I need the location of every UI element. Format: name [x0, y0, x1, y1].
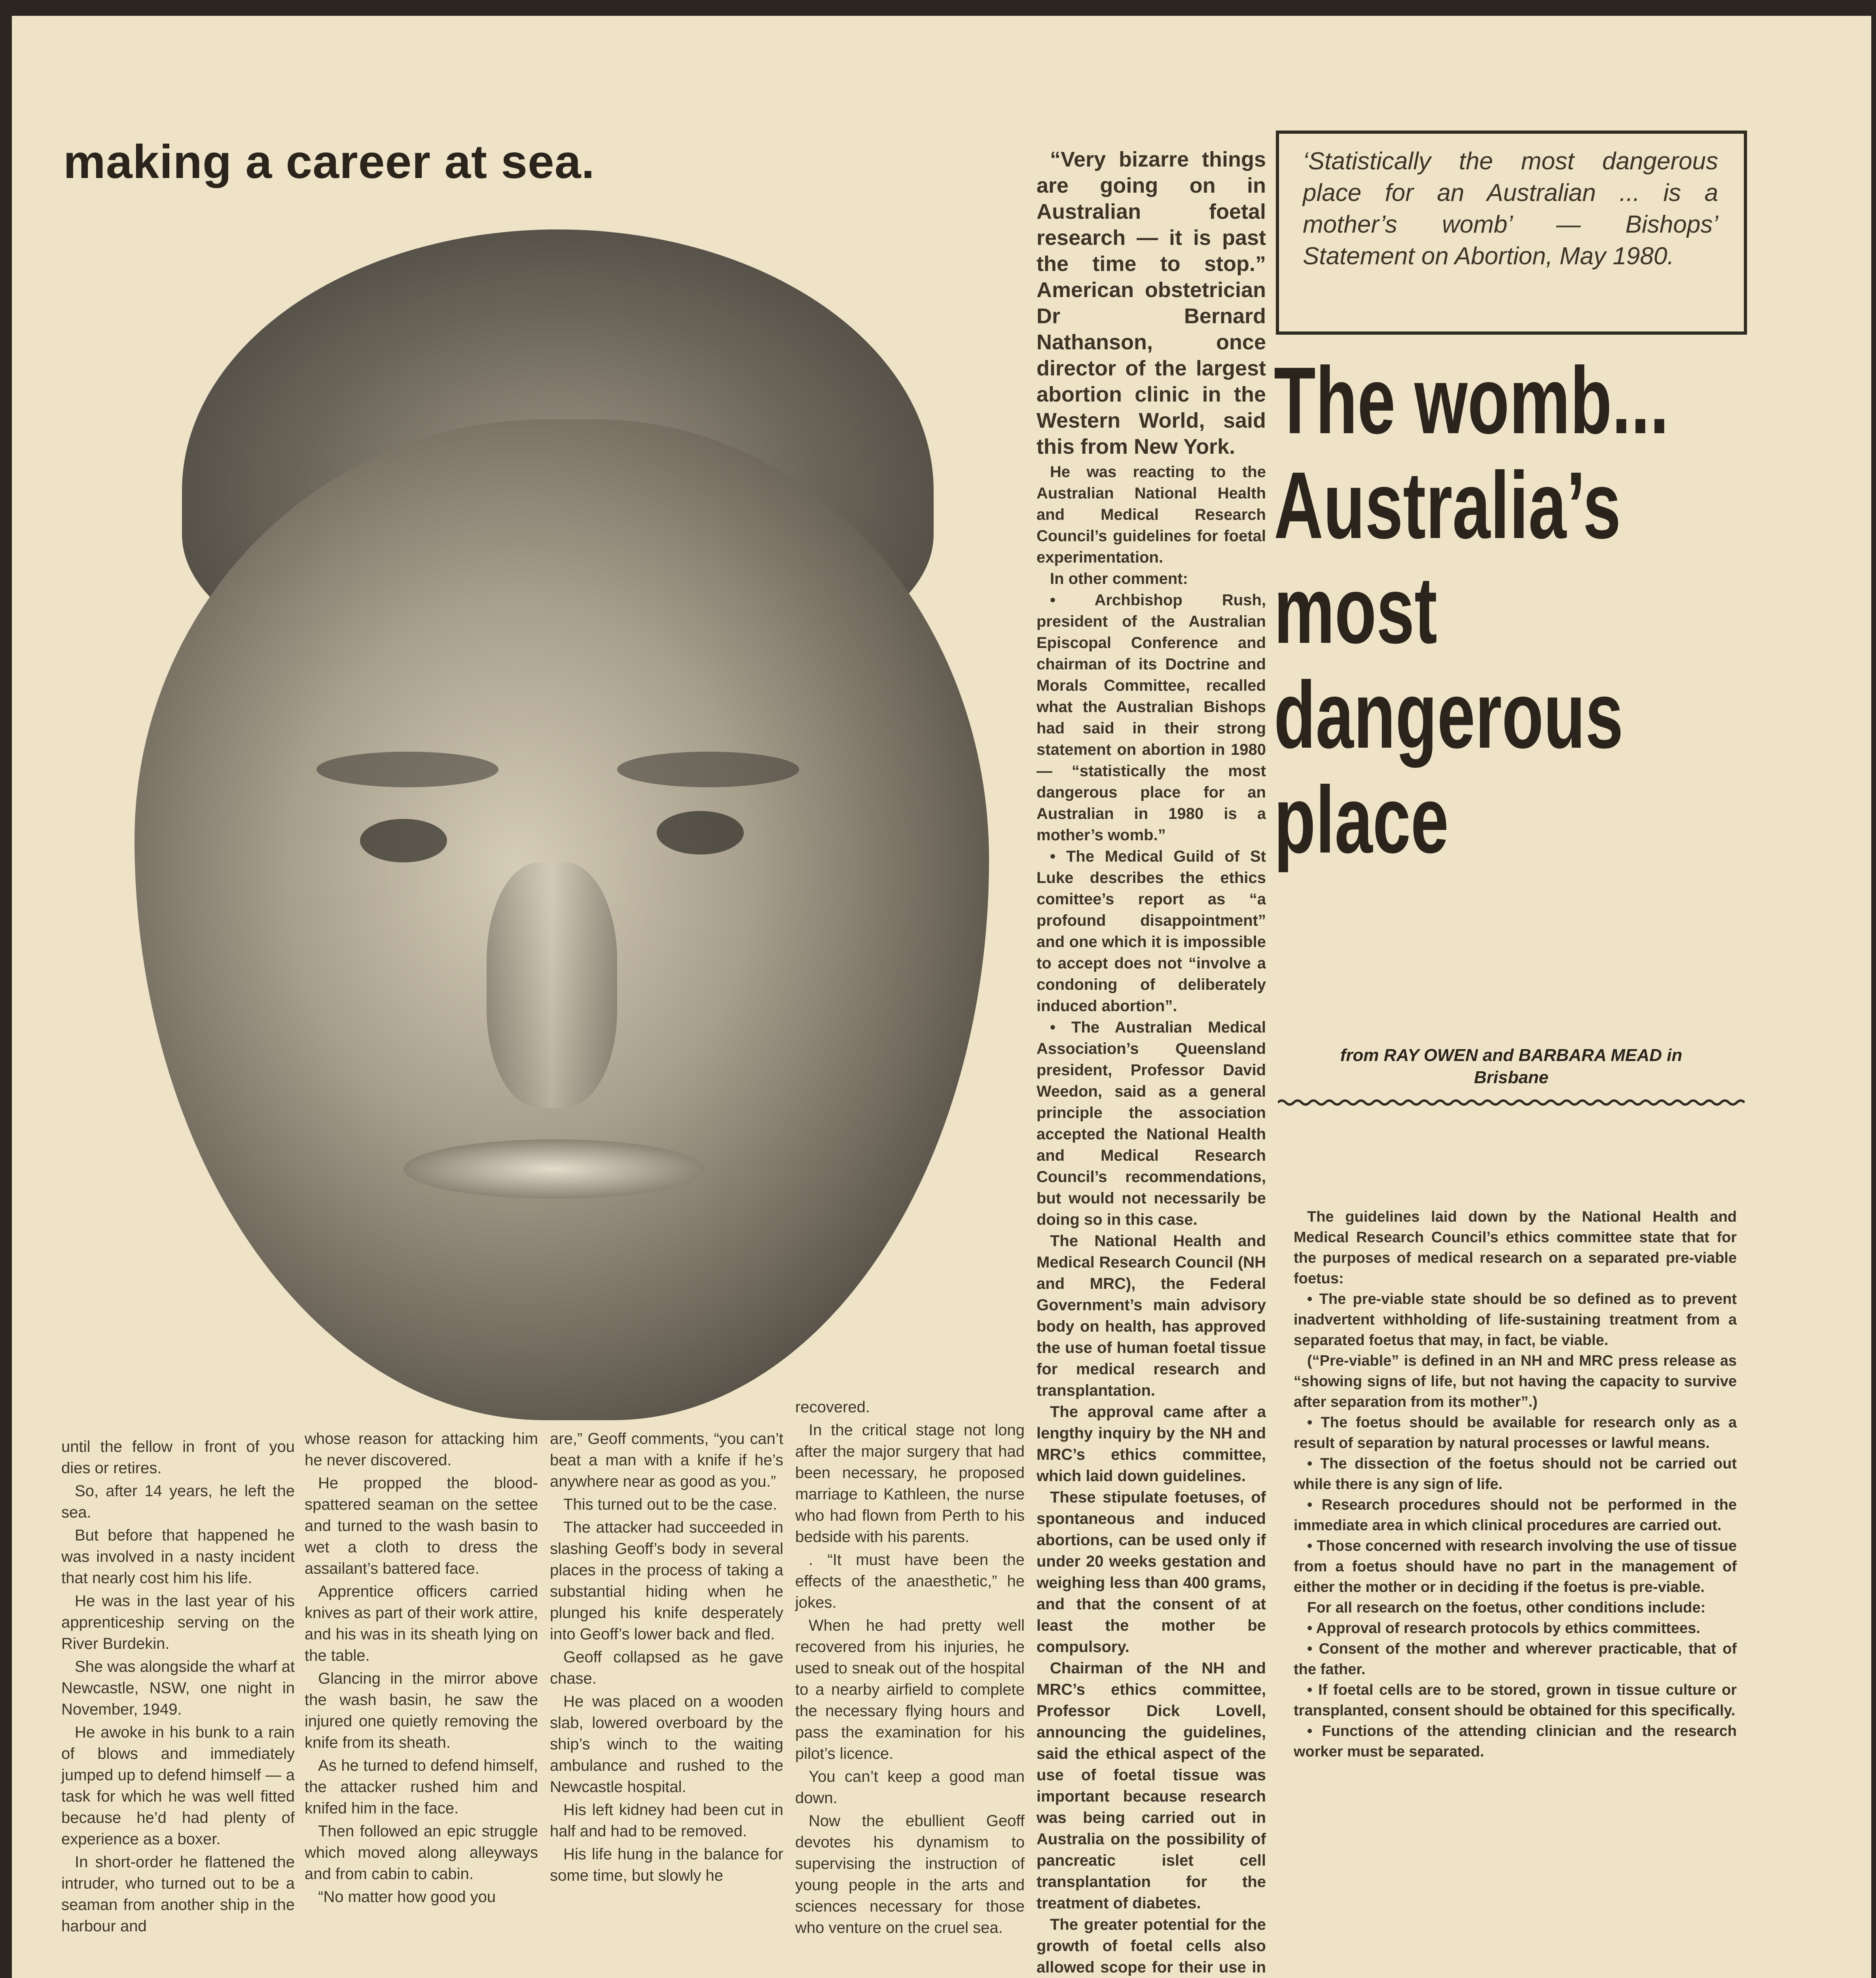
newspaper-page	[12, 16, 1871, 1978]
guideline-para: • The pre-viable state should be so defined as to prevent inadvertent withholding of life-sustaining treatment from a separated foetus that may, in fact, be viable.	[1294, 1291, 1737, 1349]
headline-line-2: Australia’s	[1274, 452, 1621, 558]
story-para: His left kidney had been cut in half and had to be removed.	[550, 1801, 783, 1840]
byline-location: Brisbane	[1474, 1068, 1549, 1087]
main-para: • The Medical Guild of St Luke describes the ethics comittee’s report as “a profound disappointment” and one which it is impossible to accept does not “involve a condoning of deliberately induced abortion”.	[1037, 848, 1266, 1015]
guideline-para: • The dissection of the foetus should not be carried out while there is any sign of life.	[1294, 1455, 1737, 1493]
main-para: Chairman of the NH and MRC’s ethics committee, Professor Dick Lovell, announcing the guidelines, said the ethical aspect of the use of foetal tissue was important because research was being carried out in Australia on the possibility of pancreatic islet cell transplantation for the treatment of diabetes.	[1037, 1660, 1266, 1912]
story-para: You can’t keep a good man down.	[795, 1768, 1025, 1807]
byline	[1278, 1044, 1745, 1089]
story-para: But before that happened he was involved in a nasty incident that nearly cost him his life.	[61, 1527, 295, 1587]
headline-line-1: The womb...	[1274, 347, 1669, 453]
guideline-para: For all research on the foetus, other conditions include:	[1307, 1599, 1706, 1616]
story-para: Now the ebullient Geoff devotes his dynamism to supervising the instruction of young people in the arts and sciences necessary for those who venture on the cruel sea.	[795, 1812, 1025, 1936]
story-para: As he turned to defend himself, the attacker rushed him and knifed him in the face.	[305, 1757, 538, 1817]
guidelines-column	[1294, 1207, 1737, 1762]
story-para: Geoff collapsed as he gave chase.	[550, 1648, 783, 1687]
main-para: He was reacting to the Australian National Health and Medical Research Council’s guidelines for foetal experimentation.	[1037, 463, 1266, 566]
guideline-para: The guidelines laid down by the National Health and Medical Research Council’s ethics committee state that for the purposes of medical research on a separated pre-viable foetus:	[1294, 1209, 1737, 1287]
story-para: In the critical stage not long after the major surgery that had been necessary, he proposed marriage to Kathleen, the nurse who had flown from Perth to his bedside with his parents.	[795, 1421, 1025, 1546]
sea-story-column-3	[550, 1428, 783, 1888]
story-para: He was placed on a wooden slab, lowered overboard by the ship’s winch to the waiting ambulance and rushed to the Newcastle hospital.	[550, 1693, 783, 1796]
story-para: She was alongside the wharf at Newcastle, NSW, one night in November, 1949.	[61, 1658, 295, 1718]
headline-line-5: place	[1274, 767, 1449, 873]
story-para: whose reason for attacking him he never discovered.	[305, 1430, 538, 1469]
guideline-para: • Approval of research protocols by ethics committees.	[1307, 1620, 1700, 1637]
main-para: • Archbishop Rush, president of the Australian Episcopal Conference and chairman of its Doctrine and Morals Committee, recalled what the Australian Bishops had said in their strong statement on abortion in 1980 — “statistically the most dangerous place for an Australian in 1980 is a mother’s womb.”	[1037, 591, 1266, 844]
story-para: “No matter how good you	[318, 1888, 496, 1906]
guideline-para: • Consent of the mother and wherever practicable, that of the father.	[1294, 1641, 1737, 1678]
story-para: until the fellow in front of you dies or retires.	[61, 1438, 295, 1477]
wavy-rule	[1278, 1098, 1745, 1107]
guideline-para: • Research procedures should not be performed in the immediate area in which clinical procedures are carried out.	[1294, 1497, 1737, 1534]
story-para: In short-order he flattened the intruder, who turned out to be a seaman from another ship in the harbour and	[61, 1853, 295, 1935]
story-para: His life hung in the balance for some time, but slowly he	[550, 1845, 783, 1884]
sea-story-column-2	[305, 1428, 538, 1909]
guideline-para: • Those concerned with research involving the use of tissue from a foetus should have no part in the management of either the mother or in deciding if the foetus is pre-viable.	[1294, 1538, 1737, 1595]
headline-line-3: most	[1274, 557, 1437, 663]
byline-authors: from RAY OWEN and BARBARA MEAD in	[1340, 1046, 1683, 1065]
story-para: . “It must have been the effects of the anaesthetic,” he jokes.	[795, 1551, 1025, 1611]
main-para: These stipulate foetuses, of spontaneous and induced abortions, can be used only if under 20 weeks gestation and weighing less than 400 grams, and that the consent of at least the mother be compulsory.	[1037, 1489, 1266, 1656]
main-article-column	[1037, 146, 1266, 1978]
guideline-para: (“Pre-viable” is defined in an NH and MRC press release as “showing signs of life, but not having the capacity to survive after separation from its mother”.)	[1294, 1353, 1737, 1410]
guideline-para: • If foetal cells are to be stored, grown in tissue culture or transplanted, consent should be obtained for this specifically.	[1294, 1682, 1737, 1719]
sea-story-column-4	[795, 1396, 1025, 1940]
story-para: He propped the blood-spattered seaman on the settee and turned to the wash basin to wet a cloth to dress the assailant’s battered face.	[305, 1474, 538, 1577]
story-para: are,” Geoff comments, “you can’t beat a man with a knife if he’s anywhere near as good as you.”	[550, 1430, 783, 1490]
quote-text: ‘Statistically the most dangerous place for an Australian ... is a mother’s womb’ — Bishops’ Statement on Abortion, May 1980.	[1303, 148, 1718, 270]
story-para: recovered.	[795, 1398, 870, 1416]
story-para: So, after 14 years, he left the sea.	[61, 1482, 295, 1521]
main-para: The approval came after a lengthy inquiry by the NH and MRC’s ethics committee, which laid down guidelines.	[1037, 1403, 1266, 1485]
guideline-para: • The foetus should be available for research only as a result of separation by natural processes or lawful means.	[1294, 1414, 1737, 1451]
main-para: The greater potential for the growth of foetal cells also allowed scope for their use in	[1037, 1916, 1266, 1976]
story-para: Apprentice officers carried knives as part of their work attire, and his was in its sheath lying on the table.	[305, 1583, 538, 1664]
article-lead: “Very bizarre things are going on in Australian foetal research — it is past the time to stop.” American obstetrician Dr Bernard Nathanson, once director of the largest abortion clinic in the Western World, said this from New York.	[1037, 148, 1266, 459]
story-para: He was in the last year of his apprenticeship serving on the River Burdekin.	[61, 1592, 295, 1652]
story-para: He awoke in his bunk to a rain of blows and immediately jumped up to defend himself — a task for which he was well fitted because he’d had plenty of experience as a boxer.	[61, 1724, 295, 1848]
story-para: Glancing in the mirror above the wash basin, he saw the injured one quietly removing the knife from its sheath.	[305, 1670, 538, 1751]
section-title: making a career at sea.	[63, 135, 595, 188]
portrait-photo	[111, 229, 1001, 1420]
main-para: In other comment:	[1050, 570, 1188, 587]
sea-story-column-1	[61, 1436, 295, 1938]
story-para: This turned out to be the case.	[563, 1496, 777, 1513]
main-para: The National Health and Medical Research Council (NH and MRC), the Federal Government’s main advisory body on health, has approved the use of human foetal tissue for medical research and transplantation.	[1037, 1232, 1266, 1399]
story-para: When he had pretty well recovered from his injuries, he used to sneak out of the hospital to a nearby airfield to complete the necessary flying hours and pass the examination for his pilot’s licence.	[795, 1617, 1025, 1762]
headline-line-4: dangerous	[1274, 662, 1624, 768]
story-para: The attacker had succeeded in slashing Geoff’s body in several places in the process of taking a substantial hiding when he plunged his knife desperately into Geoff’s lower back and fled.	[550, 1519, 783, 1643]
quote-box	[1276, 131, 1747, 335]
guideline-para: • Functions of the attending clinician and the research worker must be separated.	[1294, 1723, 1737, 1760]
story-para: Then followed an epic struggle which moved along alleyways and from cabin to cabin.	[305, 1823, 538, 1883]
main-para: • The Australian Medical Association’s Queensland president, Professor David Weedon, said as a general principle the association accepted the National Health and Medical Research Council’s recommendations, but would not necessarily be doing so in this case.	[1037, 1019, 1266, 1228]
